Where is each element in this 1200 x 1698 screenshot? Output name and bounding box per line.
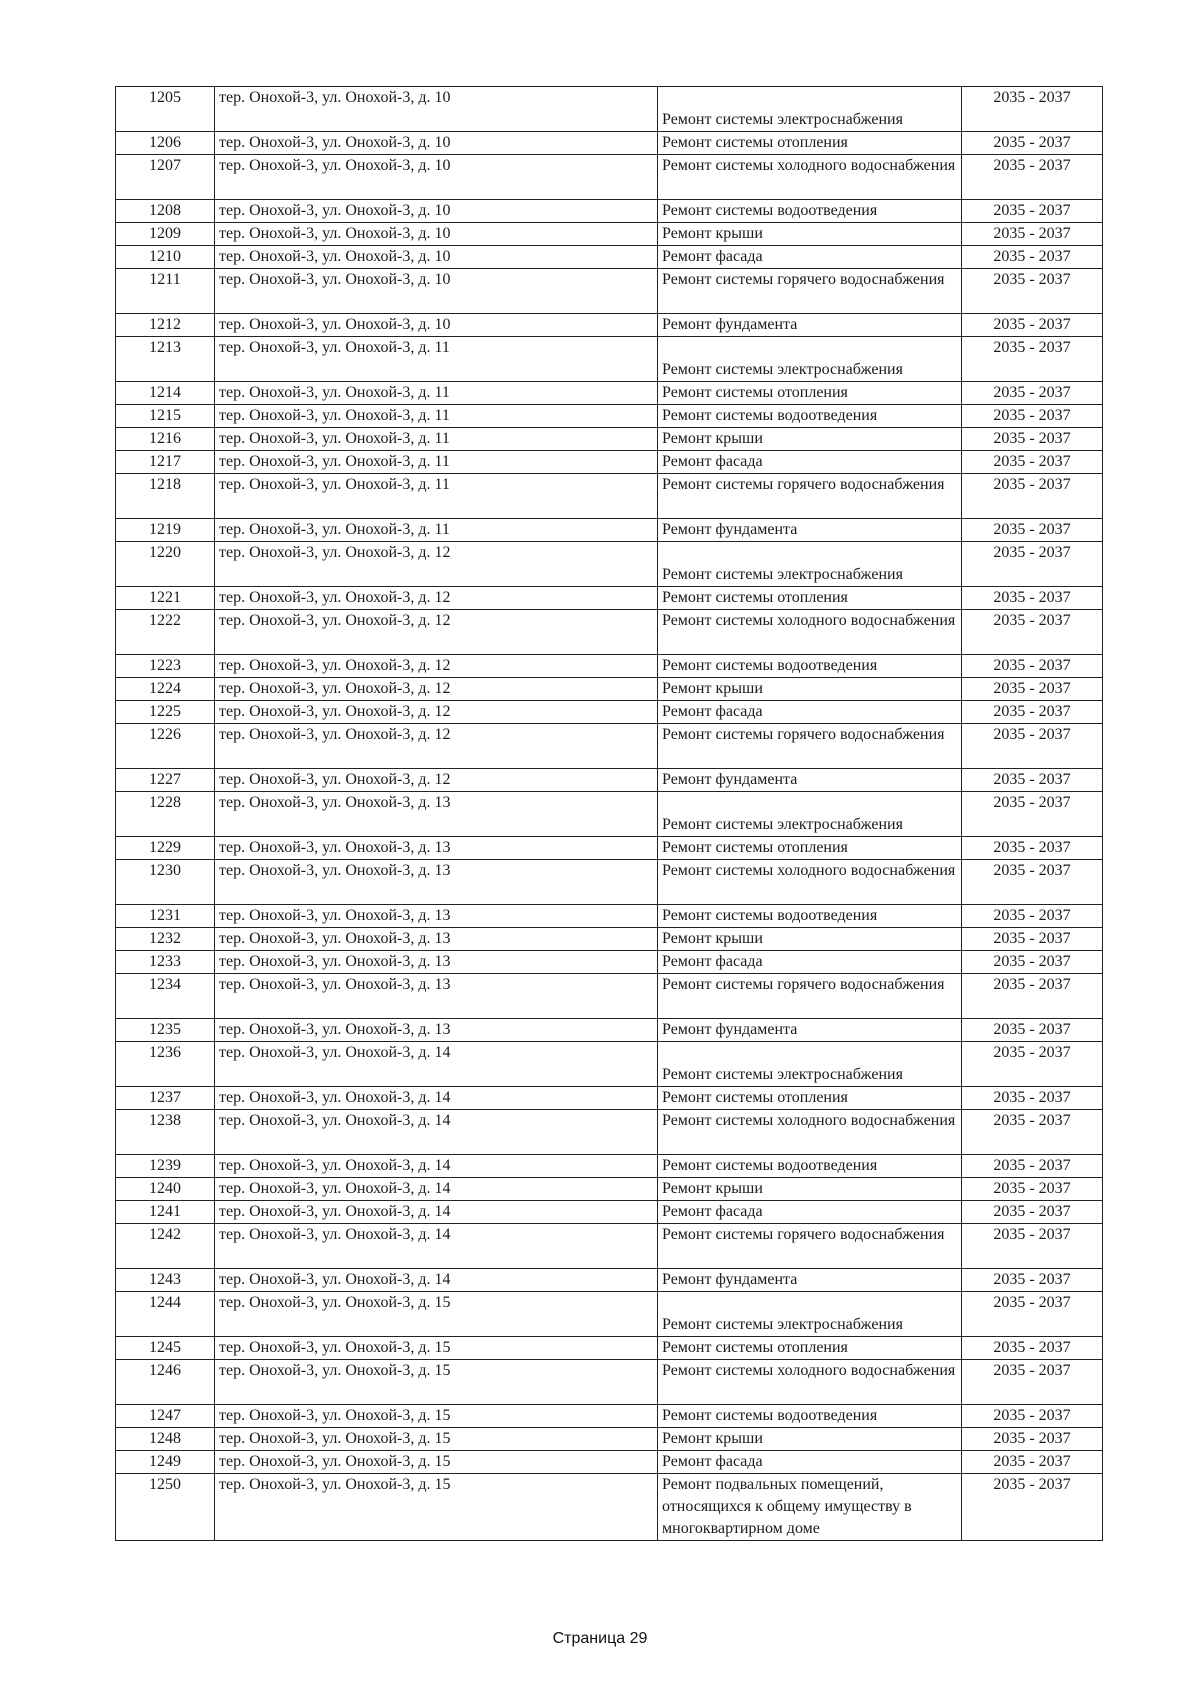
row-number: 1208 (116, 200, 215, 223)
work-type-cell: Ремонт системы горячего водоснабжения (658, 474, 962, 519)
address-cell: тер. Онохой-3, ул. Онохой-3, д. 15 (215, 1474, 658, 1541)
table-row (116, 382, 1103, 405)
period-cell: 2035 - 2037 (962, 337, 1103, 382)
table-row (116, 792, 1103, 837)
row-number: 1241 (116, 1201, 215, 1224)
table-row (116, 314, 1103, 337)
row-number: 1248 (116, 1428, 215, 1451)
address-cell: тер. Онохой-3, ул. Онохой-3, д. 11 (215, 451, 658, 474)
table-row (116, 405, 1103, 428)
address-cell: тер. Онохой-3, ул. Онохой-3, д. 12 (215, 701, 658, 724)
table-row (116, 587, 1103, 610)
address-cell: тер. Онохой-3, ул. Онохой-3, д. 10 (215, 223, 658, 246)
table-row (116, 860, 1103, 905)
work-type-cell: Ремонт системы отопления (658, 1337, 962, 1360)
work-type-cell: Ремонт системы отопления (658, 587, 962, 610)
row-number: 1235 (116, 1019, 215, 1042)
address-cell: тер. Онохой-3, ул. Онохой-3, д. 14 (215, 1178, 658, 1201)
row-number: 1223 (116, 655, 215, 678)
row-number: 1249 (116, 1451, 215, 1474)
row-number: 1240 (116, 1178, 215, 1201)
period-cell: 2035 - 2037 (962, 928, 1103, 951)
period-cell: 2035 - 2037 (962, 1224, 1103, 1269)
period-cell: 2035 - 2037 (962, 1405, 1103, 1428)
period-cell: 2035 - 2037 (962, 132, 1103, 155)
period-cell: 2035 - 2037 (962, 1451, 1103, 1474)
works-table-body (116, 87, 1103, 1541)
address-cell: тер. Онохой-3, ул. Онохой-3, д. 12 (215, 542, 658, 587)
table-row (116, 132, 1103, 155)
address-cell: тер. Онохой-3, ул. Онохой-3, д. 11 (215, 474, 658, 519)
work-type-cell: Ремонт крыши (658, 1178, 962, 1201)
table-row (116, 769, 1103, 792)
address-cell: тер. Онохой-3, ул. Онохой-3, д. 15 (215, 1292, 658, 1337)
period-cell: 2035 - 2037 (962, 1042, 1103, 1087)
period-cell: 2035 - 2037 (962, 1360, 1103, 1405)
work-type-cell: Ремонт системы холодного водоснабжения (658, 1360, 962, 1405)
row-number: 1245 (116, 1337, 215, 1360)
table-row (116, 974, 1103, 1019)
work-type-cell: Ремонт крыши (658, 223, 962, 246)
address-cell: тер. Онохой-3, ул. Онохой-3, д. 12 (215, 610, 658, 655)
work-type-cell: Ремонт фасада (658, 451, 962, 474)
period-cell: 2035 - 2037 (962, 474, 1103, 519)
work-type-cell: Ремонт системы холодного водоснабжения (658, 155, 962, 200)
period-cell: 2035 - 2037 (962, 1201, 1103, 1224)
work-type-cell: Ремонт системы электроснабжения (658, 337, 962, 382)
row-number: 1207 (116, 155, 215, 200)
address-cell: тер. Онохой-3, ул. Онохой-3, д. 10 (215, 269, 658, 314)
address-cell: тер. Онохой-3, ул. Онохой-3, д. 14 (215, 1224, 658, 1269)
address-cell: тер. Онохой-3, ул. Онохой-3, д. 14 (215, 1087, 658, 1110)
work-type-cell: Ремонт крыши (658, 428, 962, 451)
table-row (116, 1405, 1103, 1428)
address-cell: тер. Онохой-3, ул. Онохой-3, д. 11 (215, 337, 658, 382)
period-cell: 2035 - 2037 (962, 314, 1103, 337)
period-cell: 2035 - 2037 (962, 860, 1103, 905)
address-cell: тер. Онохой-3, ул. Онохой-3, д. 13 (215, 1019, 658, 1042)
table-row (116, 678, 1103, 701)
work-type-cell: Ремонт системы электроснабжения (658, 1292, 962, 1337)
period-cell: 2035 - 2037 (962, 610, 1103, 655)
period-cell: 2035 - 2037 (962, 519, 1103, 542)
address-cell: тер. Онохой-3, ул. Онохой-3, д. 15 (215, 1428, 658, 1451)
period-cell: 2035 - 2037 (962, 451, 1103, 474)
work-type-cell: Ремонт системы отопления (658, 132, 962, 155)
work-type-cell: Ремонт фундамента (658, 314, 962, 337)
address-cell: тер. Онохой-3, ул. Онохой-3, д. 10 (215, 314, 658, 337)
period-cell: 2035 - 2037 (962, 769, 1103, 792)
row-number: 1234 (116, 974, 215, 1019)
row-number: 1228 (116, 792, 215, 837)
table-row (116, 337, 1103, 382)
period-cell: 2035 - 2037 (962, 792, 1103, 837)
work-type-cell: Ремонт системы водоотведения (658, 200, 962, 223)
work-type-cell: Ремонт системы водоотведения (658, 1155, 962, 1178)
period-cell: 2035 - 2037 (962, 155, 1103, 200)
row-number: 1226 (116, 724, 215, 769)
address-cell: тер. Онохой-3, ул. Онохой-3, д. 13 (215, 974, 658, 1019)
period-cell: 2035 - 2037 (962, 382, 1103, 405)
table-row (116, 1110, 1103, 1155)
row-number: 1230 (116, 860, 215, 905)
work-type-cell: Ремонт системы горячего водоснабжения (658, 1224, 962, 1269)
row-number: 1221 (116, 587, 215, 610)
row-number: 1225 (116, 701, 215, 724)
table-row (116, 269, 1103, 314)
address-cell: тер. Онохой-3, ул. Онохой-3, д. 13 (215, 860, 658, 905)
row-number: 1229 (116, 837, 215, 860)
row-number: 1217 (116, 451, 215, 474)
work-type-cell: Ремонт крыши (658, 928, 962, 951)
period-cell: 2035 - 2037 (962, 87, 1103, 132)
work-type-cell: Ремонт системы водоотведения (658, 405, 962, 428)
table-row (116, 246, 1103, 269)
table-row (116, 1451, 1103, 1474)
address-cell: тер. Онохой-3, ул. Онохой-3, д. 11 (215, 428, 658, 451)
work-type-cell: Ремонт крыши (658, 678, 962, 701)
address-cell: тер. Онохой-3, ул. Онохой-3, д. 15 (215, 1405, 658, 1428)
work-type-cell: Ремонт системы водоотведения (658, 655, 962, 678)
row-number: 1232 (116, 928, 215, 951)
work-type-cell: Ремонт фасада (658, 951, 962, 974)
table-row (116, 1155, 1103, 1178)
address-cell: тер. Онохой-3, ул. Онохой-3, д. 13 (215, 928, 658, 951)
table-row (116, 837, 1103, 860)
period-cell: 2035 - 2037 (962, 905, 1103, 928)
row-number: 1227 (116, 769, 215, 792)
address-cell: тер. Онохой-3, ул. Онохой-3, д. 14 (215, 1269, 658, 1292)
table-row (116, 1087, 1103, 1110)
work-type-cell: Ремонт системы горячего водоснабжения (658, 724, 962, 769)
address-cell: тер. Онохой-3, ул. Онохой-3, д. 14 (215, 1110, 658, 1155)
row-number: 1236 (116, 1042, 215, 1087)
table-row (116, 1428, 1103, 1451)
work-type-cell: Ремонт подвальных помещений, относящихся к общему имуществу в многоквартирном доме (658, 1474, 962, 1541)
row-number: 1237 (116, 1087, 215, 1110)
work-type-cell: Ремонт системы холодного водоснабжения (658, 610, 962, 655)
row-number: 1215 (116, 405, 215, 428)
row-number: 1210 (116, 246, 215, 269)
address-cell: тер. Онохой-3, ул. Онохой-3, д. 10 (215, 87, 658, 132)
table-row (116, 928, 1103, 951)
table-row (116, 1337, 1103, 1360)
table-row (116, 1042, 1103, 1087)
row-number: 1247 (116, 1405, 215, 1428)
address-cell: тер. Онохой-3, ул. Онохой-3, д. 14 (215, 1042, 658, 1087)
period-cell: 2035 - 2037 (962, 1178, 1103, 1201)
address-cell: тер. Онохой-3, ул. Онохой-3, д. 10 (215, 200, 658, 223)
address-cell: тер. Онохой-3, ул. Онохой-3, д. 10 (215, 246, 658, 269)
period-cell: 2035 - 2037 (962, 1087, 1103, 1110)
address-cell: тер. Онохой-3, ул. Онохой-3, д. 11 (215, 382, 658, 405)
period-cell: 2035 - 2037 (962, 701, 1103, 724)
period-cell: 2035 - 2037 (962, 1155, 1103, 1178)
period-cell: 2035 - 2037 (962, 1337, 1103, 1360)
works-table (115, 86, 1103, 1541)
work-type-cell: Ремонт системы отопления (658, 1087, 962, 1110)
work-type-cell: Ремонт системы электроснабжения (658, 1042, 962, 1087)
address-cell: тер. Онохой-3, ул. Онохой-3, д. 13 (215, 792, 658, 837)
table-row (116, 223, 1103, 246)
table-row (116, 87, 1103, 132)
work-type-cell: Ремонт системы холодного водоснабжения (658, 1110, 962, 1155)
address-cell: тер. Онохой-3, ул. Онохой-3, д. 15 (215, 1360, 658, 1405)
row-number: 1211 (116, 269, 215, 314)
row-number: 1220 (116, 542, 215, 587)
work-type-cell: Ремонт системы горячего водоснабжения (658, 974, 962, 1019)
work-type-cell: Ремонт фасада (658, 1201, 962, 1224)
work-type-cell: Ремонт системы горячего водоснабжения (658, 269, 962, 314)
period-cell: 2035 - 2037 (962, 724, 1103, 769)
period-cell: 2035 - 2037 (962, 1110, 1103, 1155)
row-number: 1246 (116, 1360, 215, 1405)
table-row (116, 701, 1103, 724)
period-cell: 2035 - 2037 (962, 655, 1103, 678)
work-type-cell: Ремонт фундамента (658, 519, 962, 542)
address-cell: тер. Онохой-3, ул. Онохой-3, д. 12 (215, 678, 658, 701)
address-cell: тер. Онохой-3, ул. Онохой-3, д. 11 (215, 519, 658, 542)
period-cell: 2035 - 2037 (962, 269, 1103, 314)
table-row (116, 1292, 1103, 1337)
row-number: 1212 (116, 314, 215, 337)
work-type-cell: Ремонт фундамента (658, 1269, 962, 1292)
period-cell: 2035 - 2037 (962, 428, 1103, 451)
table-row (116, 610, 1103, 655)
table-row (116, 155, 1103, 200)
address-cell: тер. Онохой-3, ул. Онохой-3, д. 11 (215, 405, 658, 428)
table-row (116, 200, 1103, 223)
work-type-cell: Ремонт фасада (658, 246, 962, 269)
table-row (116, 951, 1103, 974)
table-row (116, 542, 1103, 587)
table-row (116, 1178, 1103, 1201)
work-type-cell: Ремонт фасада (658, 1451, 962, 1474)
work-type-cell: Ремонт системы отопления (658, 382, 962, 405)
table-row (116, 1360, 1103, 1405)
period-cell: 2035 - 2037 (962, 1269, 1103, 1292)
row-number: 1243 (116, 1269, 215, 1292)
period-cell: 2035 - 2037 (962, 223, 1103, 246)
row-number: 1239 (116, 1155, 215, 1178)
row-number: 1205 (116, 87, 215, 132)
address-cell: тер. Онохой-3, ул. Онохой-3, д. 14 (215, 1155, 658, 1178)
row-number: 1222 (116, 610, 215, 655)
row-number: 1214 (116, 382, 215, 405)
table-row (116, 1019, 1103, 1042)
period-cell: 2035 - 2037 (962, 200, 1103, 223)
period-cell: 2035 - 2037 (962, 246, 1103, 269)
table-row (116, 905, 1103, 928)
row-number: 1224 (116, 678, 215, 701)
row-number: 1244 (116, 1292, 215, 1337)
period-cell: 2035 - 2037 (962, 1019, 1103, 1042)
table-row (116, 655, 1103, 678)
period-cell: 2035 - 2037 (962, 1474, 1103, 1541)
period-cell: 2035 - 2037 (962, 678, 1103, 701)
address-cell: тер. Онохой-3, ул. Онохой-3, д. 12 (215, 724, 658, 769)
table-row (116, 451, 1103, 474)
table-row (116, 474, 1103, 519)
page-number: Страница 29 (552, 1630, 648, 1647)
address-cell: тер. Онохой-3, ул. Онохой-3, д. 10 (215, 132, 658, 155)
table-row (116, 724, 1103, 769)
work-type-cell: Ремонт крыши (658, 1428, 962, 1451)
work-type-cell: Ремонт системы водоотведения (658, 905, 962, 928)
address-cell: тер. Онохой-3, ул. Онохой-3, д. 13 (215, 905, 658, 928)
work-type-cell: Ремонт фасада (658, 701, 962, 724)
row-number: 1231 (116, 905, 215, 928)
period-cell: 2035 - 2037 (962, 1428, 1103, 1451)
address-cell: тер. Онохой-3, ул. Онохой-3, д. 15 (215, 1451, 658, 1474)
period-cell: 2035 - 2037 (962, 974, 1103, 1019)
address-cell: тер. Онохой-3, ул. Онохой-3, д. 13 (215, 837, 658, 860)
address-cell: тер. Онохой-3, ул. Онохой-3, д. 12 (215, 769, 658, 792)
work-type-cell: Ремонт системы электроснабжения (658, 542, 962, 587)
row-number: 1206 (116, 132, 215, 155)
row-number: 1218 (116, 474, 215, 519)
period-cell: 2035 - 2037 (962, 1292, 1103, 1337)
address-cell: тер. Онохой-3, ул. Онохой-3, д. 12 (215, 655, 658, 678)
work-type-cell: Ремонт системы водоотведения (658, 1405, 962, 1428)
work-type-cell: Ремонт фундамента (658, 1019, 962, 1042)
work-type-cell: Ремонт системы отопления (658, 837, 962, 860)
table-row (116, 1224, 1103, 1269)
period-cell: 2035 - 2037 (962, 951, 1103, 974)
table-row (116, 1269, 1103, 1292)
period-cell: 2035 - 2037 (962, 405, 1103, 428)
row-number: 1213 (116, 337, 215, 382)
period-cell: 2035 - 2037 (962, 587, 1103, 610)
address-cell: тер. Онохой-3, ул. Онохой-3, д. 10 (215, 155, 658, 200)
row-number: 1219 (116, 519, 215, 542)
work-type-cell: Ремонт системы холодного водоснабжения (658, 860, 962, 905)
period-cell: 2035 - 2037 (962, 837, 1103, 860)
work-type-cell: Ремонт системы электроснабжения (658, 87, 962, 132)
address-cell: тер. Онохой-3, ул. Онохой-3, д. 15 (215, 1337, 658, 1360)
table-row (116, 1201, 1103, 1224)
table-row (116, 519, 1103, 542)
row-number: 1216 (116, 428, 215, 451)
table-row (116, 1474, 1103, 1541)
work-type-cell: Ремонт системы электроснабжения (658, 792, 962, 837)
address-cell: тер. Онохой-3, ул. Онохой-3, д. 14 (215, 1201, 658, 1224)
work-type-cell: Ремонт фундамента (658, 769, 962, 792)
table-row (116, 428, 1103, 451)
row-number: 1250 (116, 1474, 215, 1541)
row-number: 1209 (116, 223, 215, 246)
row-number: 1242 (116, 1224, 215, 1269)
row-number: 1233 (116, 951, 215, 974)
row-number: 1238 (116, 1110, 215, 1155)
period-cell: 2035 - 2037 (962, 542, 1103, 587)
address-cell: тер. Онохой-3, ул. Онохой-3, д. 13 (215, 951, 658, 974)
address-cell: тер. Онохой-3, ул. Онохой-3, д. 12 (215, 587, 658, 610)
